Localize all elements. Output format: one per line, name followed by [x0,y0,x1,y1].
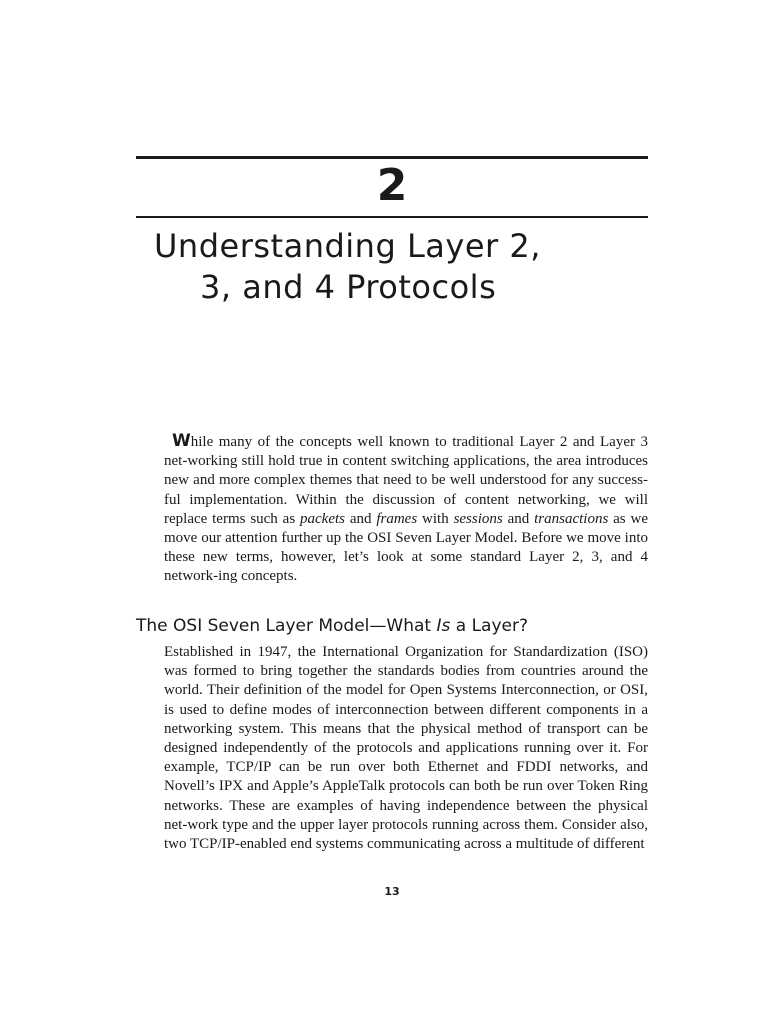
chapter-number: 2 [376,160,408,211]
intro-text-5: as we move our attention further up the OSI Seven Layer Model. Before we move into these new terms, however, let’s look at some standard Layer 2, 3, and 4 network-ing concepts. [164,510,648,585]
intro-text-2: and [344,510,377,527]
section-heading-suffix: a Layer? [450,616,529,636]
intro-paragraph [164,432,648,587]
section-heading [136,614,648,638]
chapter-title [136,226,636,308]
intro-text-3: with [417,510,454,527]
chapter-title-line-2: 3, and 4 Protocols [200,268,497,306]
section-body-paragraph: Established in 1947, the International Organization for Standardization (ISO) was formed to bring together the standards bodies from countries around the world. Their definition of the model for Open Systems Interconnection, or OSI, is used to define modes of interconnection between different components in a networking system. This means that the physical method of transport can be designed independently of the protocols and applications running over it. For example, TCP/IP can be run over both Ethernet and FDDI networks, and Novell’s IPX and Apple’s AppleTalk protocols can both be run over Token Ring networks. These are examples of having independence between the physical net-work type and the upper layer protocols running across them. Consider also, two TCP/IP-enabled end systems communicating across a multitude of different [164,644,648,853]
chapter-rule-top [136,156,648,159]
intro-text-1: hile many of the concepts well known to traditional Layer 2 and Layer 3 net-working still hold true in content switching applications, the area introduces new and more complex themes that need to be well understood for any success-ful implementation. Within the discussion of content networking, we will replace terms such as [164,434,648,527]
section-heading-em: Is [436,616,451,636]
intro-text-4: and [502,510,535,527]
drop-cap: W [172,431,191,451]
section-heading-prefix: The OSI Seven Layer Model—What [136,616,437,636]
page-number: 13 [384,885,400,898]
intro-em-packets: packets [300,510,345,527]
intro-em-transactions: transactions [534,510,609,527]
intro-em-sessions: sessions [453,510,503,527]
chapter-rule-bottom [136,216,648,218]
chapter-title-line-1: Understanding Layer 2, [154,227,541,265]
intro-em-frames: frames [376,510,418,527]
